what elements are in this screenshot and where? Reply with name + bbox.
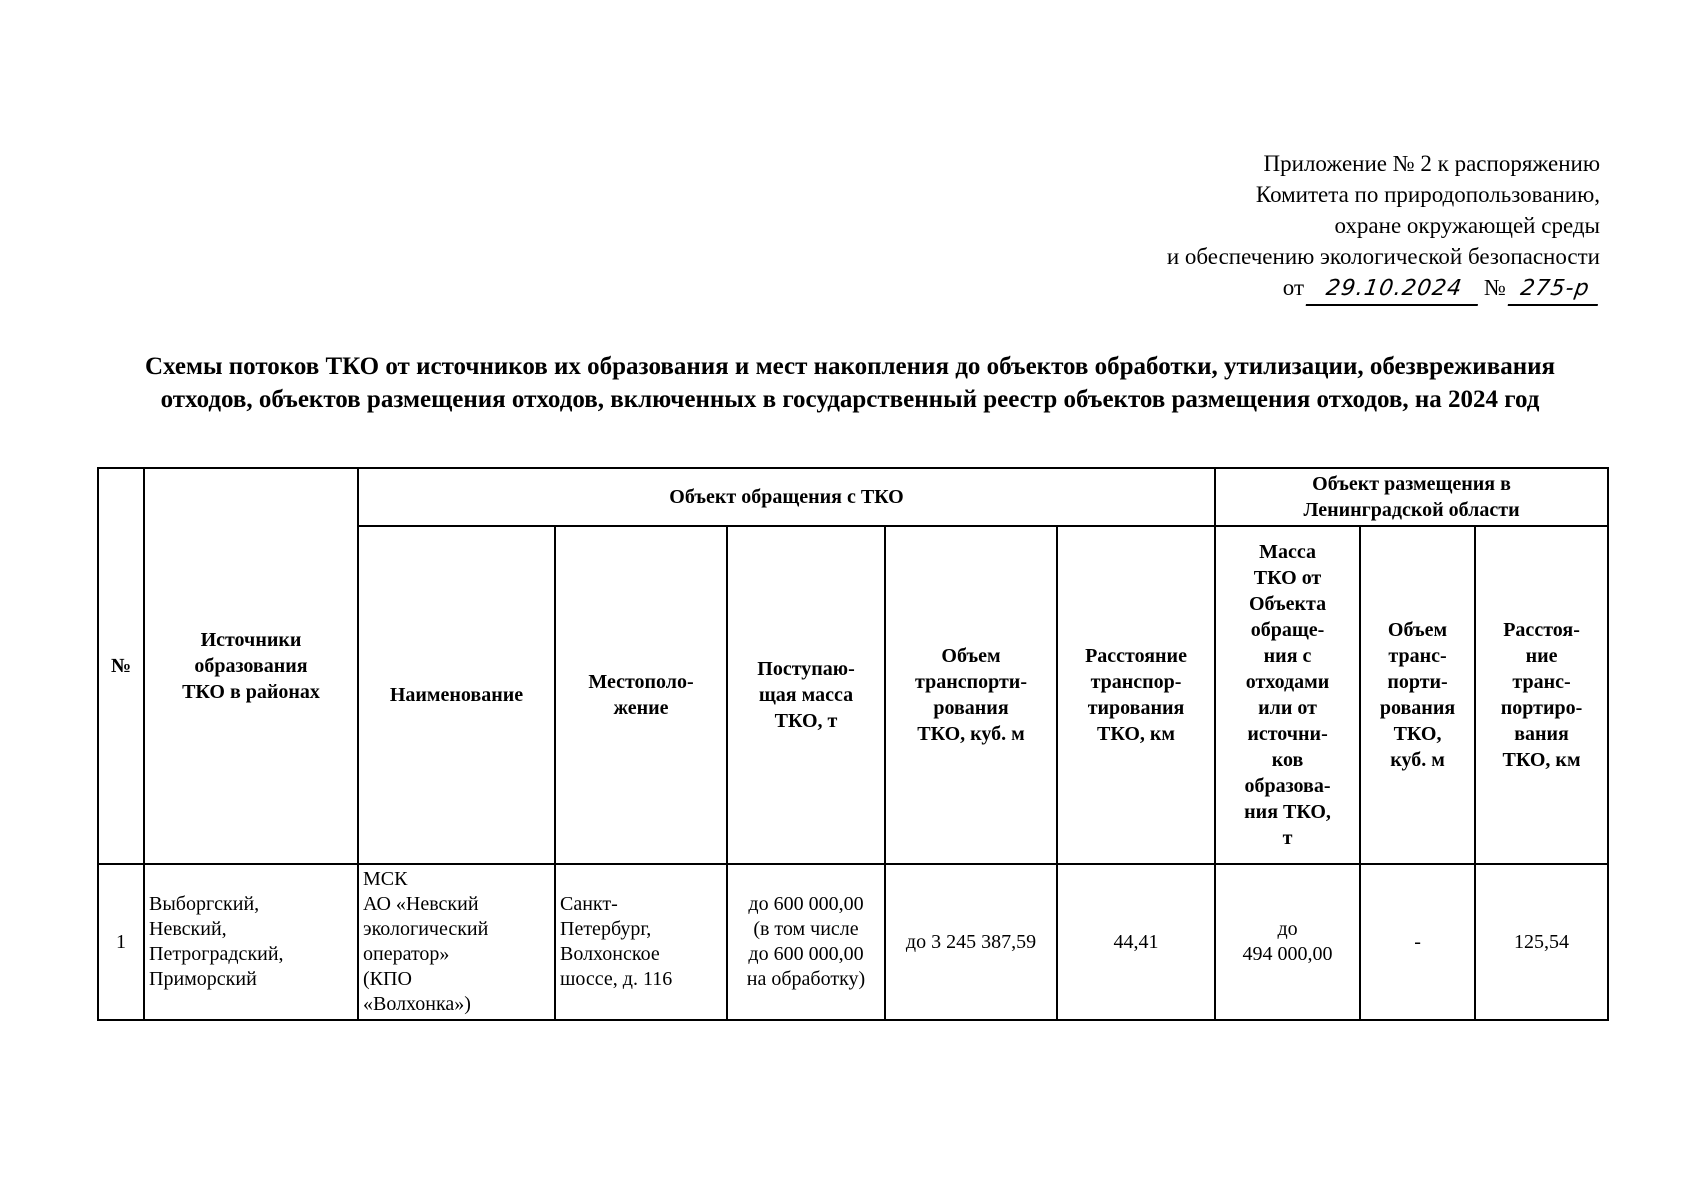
cell-location: Санкт- Петербург, Волхонское шоссе, д. 116 — [555, 864, 727, 1020]
table-row — [98, 864, 1608, 1020]
appendix-block — [1167, 148, 1600, 306]
number-prefix: № — [1484, 275, 1506, 300]
header-sources: Источники образования ТКО в районах — [144, 468, 358, 864]
appendix-line-3: охране окружающей среды — [1334, 213, 1600, 238]
cell-name: МСК АО «Невский экологический оператор» (КПО «Волхонка») — [358, 864, 555, 1020]
appendix-line-1: Приложение № 2 к распоряжению — [1263, 151, 1600, 176]
cell-placement-mass: до 494 000,00 — [1215, 864, 1360, 1020]
header-placement-distance: Расстоя- ние транс- портиро- вания ТКО, км — [1475, 526, 1608, 864]
header-transport-volume: Объем транспорти- рования ТКО, куб. м — [885, 526, 1057, 864]
cell-num: 1 — [98, 864, 144, 1020]
handwritten-number: 275-р — [1508, 273, 1603, 306]
header-placement-mass: Масса ТКО от Объекта обраще- ния с отходами или от источни- ков образова- ния ТКО, т — [1215, 526, 1360, 864]
handwritten-date: 29.10.2024 — [1306, 273, 1483, 306]
table-header-row-1 — [98, 468, 1608, 526]
cell-incoming-mass: до 600 000,00 (в том числе до 600 000,00 на обработку) — [727, 864, 885, 1020]
header-placement-volume: Объем транс- порти- рования ТКО, куб. м — [1360, 526, 1475, 864]
cell-transport-volume: до 3 245 387,59 — [885, 864, 1057, 1020]
cell-transport-distance: 44,41 — [1057, 864, 1215, 1020]
header-transport-distance: Расстояние транспор- тирования ТКО, км — [1057, 526, 1215, 864]
appendix-date-line — [1167, 272, 1600, 306]
header-incoming-mass: Поступаю- щая масса ТКО, т — [727, 526, 885, 864]
appendix-line-2: Комитета по природопользованию, — [1255, 182, 1600, 207]
date-prefix: от — [1282, 275, 1305, 300]
header-location: Местополо- жение — [555, 526, 727, 864]
cell-sources: Выборгский, Невский, Петроградский, Приморский — [144, 864, 358, 1020]
cell-placement-volume: - — [1360, 864, 1475, 1020]
header-name: Наименование — [358, 526, 555, 864]
header-num: № — [98, 468, 144, 864]
waste-flow-table — [97, 467, 1609, 1021]
header-group-placement: Объект размещения в Ленинградской области — [1215, 468, 1608, 526]
cell-placement-distance: 125,54 — [1475, 864, 1608, 1020]
header-group-object: Объект обращения с ТКО — [358, 468, 1215, 526]
appendix-line-4: и обеспечению экологической безопасности — [1166, 244, 1600, 269]
document-title: Схемы потоков ТКО от источников их образования и мест накопления до объектов обработки, утилизации, обезвреживания отходов, объектов размещения отходов, включенных в государственный реестр объектов размещения отходов, на 2024 год — [144, 353, 1556, 413]
